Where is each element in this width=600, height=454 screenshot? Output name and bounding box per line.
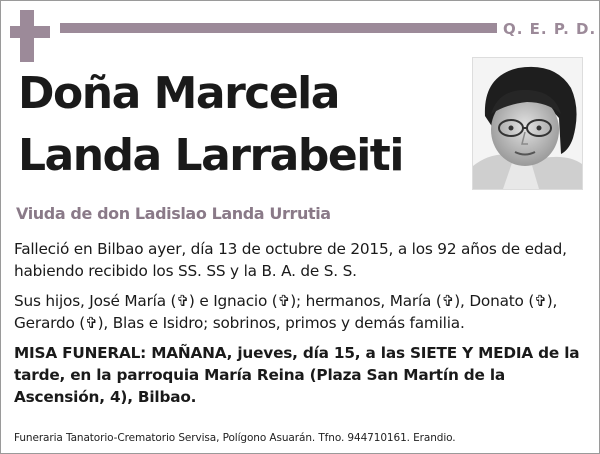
funeral-home-footer: Funeraria Tanatorio-Crematorio Servisa, Polígono Asuarán. Tfno. 944710161. Erandio. <box>14 432 456 444</box>
subtitle-widow: Viuda de don Ladislao Landa Urrutia <box>16 204 331 223</box>
paragraph-death-notice: Falleció en Bilbao ayer, día 13 de octubre de 2015, a los 92 años de edad, habiendo recibido los SS. SS y la B. A. de S. S. <box>14 240 567 280</box>
paragraph-funeral-mass: MISA FUNERAL: MAÑANA, jueves, día 15, a las SIETE Y MEDIA de la tarde, en la parroquia María Reina (Plaza San Martín de la Ascensión, 4), Bilbao. <box>14 344 580 406</box>
paragraph-family: Sus hijos, José María (✞) e Ignacio (✞); hermanos, María (✞), Donato (✞), Gerardo (✞), Blas e Isidro; sobrinos, primos y demás familia. <box>14 292 558 332</box>
header-rule <box>60 23 497 33</box>
deceased-name-line1: Doña Marcela <box>18 68 339 119</box>
portrait-photo <box>472 57 583 190</box>
cross-icon <box>10 10 50 62</box>
deceased-name-line2: Landa Larrabeiti <box>18 130 403 181</box>
qepd-label: Q. E. P. D. <box>503 20 597 38</box>
